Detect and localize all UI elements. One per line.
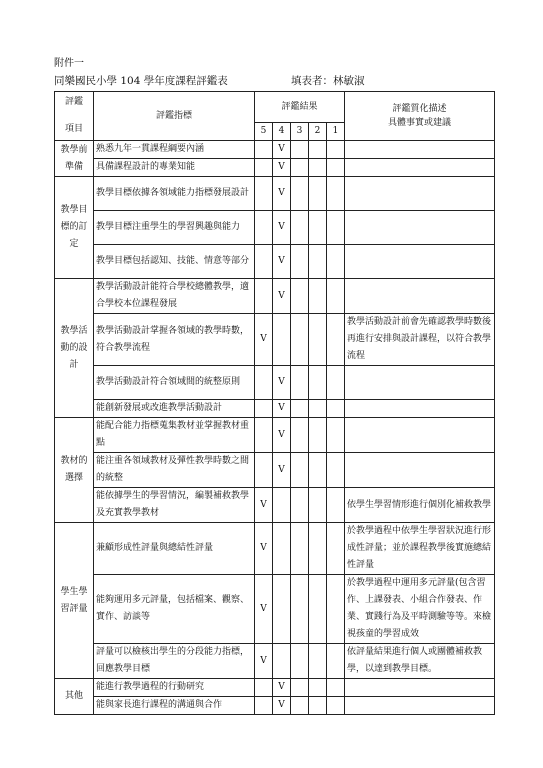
description-cell <box>345 211 495 245</box>
score-cell-4 <box>273 314 291 366</box>
indicator-cell: 教學目標依據各領域能力指標發展設計 <box>94 177 255 211</box>
score-cell-2 <box>309 644 327 679</box>
score-cell-5 <box>255 159 273 177</box>
description-cell <box>345 245 495 279</box>
category-cell: 教學前準備 <box>55 141 94 177</box>
table-row <box>55 575 495 644</box>
score-cell-3 <box>291 245 309 279</box>
score-cell-5 <box>255 141 273 159</box>
indicator-cell: 能夠運用多元評量，包括檔案、觀察、實作、訪談等 <box>94 575 255 644</box>
description-cell <box>345 141 495 159</box>
description-cell: 於教學過程中依學生學習狀況進行形成性評量；並於課程教學後實施總結性評量 <box>345 523 495 575</box>
score-cell-3 <box>291 141 309 159</box>
score-cell-2 <box>309 279 327 314</box>
score-cell-3 <box>291 575 309 644</box>
indicator-cell: 具備課程設計的專業知能 <box>94 159 255 177</box>
score-header-4: 4 <box>273 123 291 141</box>
indicator-cell: 熟悉九年一貫課程綱要內涵 <box>94 141 255 159</box>
category-cell: 其他 <box>55 679 94 715</box>
table-row <box>55 279 495 314</box>
score-cell-4: V <box>273 245 291 279</box>
score-cell-2 <box>309 141 327 159</box>
score-cell-3 <box>291 418 309 453</box>
header-row-1 <box>55 92 495 123</box>
description-cell <box>345 418 495 453</box>
score-cell-5: V <box>255 575 273 644</box>
score-cell-1 <box>327 418 345 453</box>
description-cell <box>345 177 495 211</box>
score-cell-4: V <box>273 366 291 400</box>
header-description <box>345 92 495 141</box>
score-cell-3 <box>291 279 309 314</box>
evaluation-table <box>54 91 495 715</box>
description-cell <box>345 279 495 314</box>
table-body <box>55 92 495 715</box>
score-cell-5: V <box>255 523 273 575</box>
category-cell: 學生學習評量 <box>55 523 94 679</box>
score-cell-2 <box>309 523 327 575</box>
score-cell-2 <box>309 159 327 177</box>
description-cell: 依學生學習情形進行個別化補救教學 <box>345 488 495 523</box>
score-cell-2 <box>309 697 327 715</box>
score-cell-2 <box>309 177 327 211</box>
score-cell-3 <box>291 523 309 575</box>
indicator-cell: 評量可以檢核出學生的分段能力指標，回應教學目標 <box>94 644 255 679</box>
score-cell-3 <box>291 488 309 523</box>
score-cell-1 <box>327 488 345 523</box>
score-cell-3 <box>291 453 309 488</box>
score-cell-3 <box>291 644 309 679</box>
table-row <box>55 453 495 488</box>
score-cell-1 <box>327 211 345 245</box>
header-indicator: 評鑑指標 <box>94 92 255 141</box>
table-row <box>55 418 495 453</box>
score-cell-1 <box>327 279 345 314</box>
score-cell-2 <box>309 488 327 523</box>
score-cell-5 <box>255 418 273 453</box>
score-cell-2 <box>309 679 327 697</box>
table-row <box>55 141 495 159</box>
table-row <box>55 488 495 523</box>
table-row <box>55 211 495 245</box>
score-cell-5: V <box>255 314 273 366</box>
annex-label: 附件一 <box>54 58 84 69</box>
score-cell-5: V <box>255 488 273 523</box>
description-cell <box>345 679 495 697</box>
header-description-line1: 評鑑質化描述 <box>392 104 447 114</box>
indicator-cell: 教學目標注重學生的學習興趣與能力 <box>94 211 255 245</box>
indicator-cell: 教學活動設計掌握各領域的教學時數，符合教學流程 <box>94 314 255 366</box>
description-cell <box>345 453 495 488</box>
score-cell-4: V <box>273 418 291 453</box>
description-cell <box>345 697 495 715</box>
category-cell: 教學活動的設計 <box>55 279 94 418</box>
score-cell-4: V <box>273 211 291 245</box>
score-cell-2 <box>309 453 327 488</box>
score-cell-5 <box>255 366 273 400</box>
score-cell-4: V <box>273 279 291 314</box>
form-title: 同樂國民小學 104 學年度課程評鑑表 <box>54 75 228 87</box>
category-cell: 教材的選擇 <box>55 418 94 523</box>
score-cell-4: V <box>273 400 291 418</box>
score-cell-1 <box>327 575 345 644</box>
indicator-cell: 能與家長進行課程的溝通與合作 <box>94 697 255 715</box>
indicator-cell: 教學目標包括認知、技能、情意等部分 <box>94 245 255 279</box>
score-cell-1 <box>327 314 345 366</box>
score-cell-4 <box>273 575 291 644</box>
description-cell: 依評量結果進行個人或團體補救教學，以達到教學目標。 <box>345 644 495 679</box>
score-header-1: 1 <box>327 123 345 141</box>
score-cell-5 <box>255 453 273 488</box>
score-cell-3 <box>291 177 309 211</box>
indicator-cell: 能配合能力指標蒐集教材並掌握教材重點 <box>94 418 255 453</box>
table-row <box>55 400 495 418</box>
score-cell-4: V <box>273 159 291 177</box>
score-cell-1 <box>327 159 345 177</box>
score-header-5: 5 <box>255 123 273 141</box>
score-cell-1 <box>327 366 345 400</box>
score-cell-4: V <box>273 141 291 159</box>
score-cell-1 <box>327 400 345 418</box>
score-cell-2 <box>309 366 327 400</box>
score-cell-2 <box>309 245 327 279</box>
description-cell <box>345 400 495 418</box>
table-row <box>55 314 495 366</box>
score-cell-3 <box>291 697 309 715</box>
table-row <box>55 697 495 715</box>
form-title-line <box>54 73 494 88</box>
score-cell-3 <box>291 679 309 697</box>
score-cell-4: V <box>273 679 291 697</box>
filler-name: 填表者：林敏淑 <box>291 75 365 87</box>
table-row <box>55 159 495 177</box>
indicator-cell: 教學活動設計能符合學校總體教學，適合學校本位課程發展 <box>94 279 255 314</box>
score-cell-5 <box>255 245 273 279</box>
score-cell-2 <box>309 418 327 453</box>
table-row <box>55 366 495 400</box>
score-cell-2 <box>309 575 327 644</box>
description-cell <box>345 366 495 400</box>
score-cell-1 <box>327 141 345 159</box>
score-cell-3 <box>291 211 309 245</box>
header-category-bottom: 項目 <box>64 124 83 134</box>
indicator-cell: 能進行教學過程的行動研究 <box>94 679 255 697</box>
header-category-top: 評鑑 <box>64 97 83 107</box>
score-cell-1 <box>327 245 345 279</box>
table-row <box>55 245 495 279</box>
description-cell <box>345 159 495 177</box>
score-cell-5 <box>255 211 273 245</box>
score-cell-4 <box>273 523 291 575</box>
score-cell-4: V <box>273 453 291 488</box>
header-result: 評鑑結果 <box>255 92 345 123</box>
score-cell-5: V <box>255 644 273 679</box>
indicator-cell: 兼顧形成性評量與總結性評量 <box>94 523 255 575</box>
score-cell-1 <box>327 644 345 679</box>
score-cell-3 <box>291 400 309 418</box>
score-cell-4: V <box>273 177 291 211</box>
table-row <box>55 523 495 575</box>
score-cell-1 <box>327 177 345 211</box>
indicator-cell: 教學活動設計符合領域間的統整原則 <box>94 366 255 400</box>
score-header-3: 3 <box>291 123 309 141</box>
score-cell-4 <box>273 488 291 523</box>
indicator-cell: 能注重各領域教材及彈性教學時數之間的統整 <box>94 453 255 488</box>
score-cell-5 <box>255 279 273 314</box>
table-row <box>55 679 495 697</box>
score-cell-2 <box>309 211 327 245</box>
score-cell-2 <box>309 400 327 418</box>
score-cell-4: V <box>273 697 291 715</box>
table-row <box>55 177 495 211</box>
header-category <box>55 92 94 141</box>
score-cell-4 <box>273 644 291 679</box>
indicator-cell: 能創新發展或改進教學活動設計 <box>94 400 255 418</box>
table-row <box>55 644 495 679</box>
score-cell-1 <box>327 523 345 575</box>
score-cell-1 <box>327 453 345 488</box>
score-cell-5 <box>255 177 273 211</box>
score-cell-5 <box>255 400 273 418</box>
score-cell-3 <box>291 314 309 366</box>
score-header-2: 2 <box>309 123 327 141</box>
score-cell-5 <box>255 679 273 697</box>
category-cell: 教學目標的訂定 <box>55 177 94 279</box>
score-cell-2 <box>309 314 327 366</box>
indicator-cell: 能依據學生的學習情況，編製補救教學及充實教學教材 <box>94 488 255 523</box>
header-description-line2: 具體事實或建議 <box>387 118 451 128</box>
description-cell: 教學活動設計前會先確認教學時數後再進行安排與設計課程，以符合教學流程 <box>345 314 495 366</box>
score-cell-5 <box>255 697 273 715</box>
score-cell-1 <box>327 697 345 715</box>
score-cell-3 <box>291 159 309 177</box>
score-cell-3 <box>291 366 309 400</box>
score-cell-1 <box>327 679 345 697</box>
description-cell: 於教學過程中運用多元評量(包含習作、上課發表、小組合作發表、作業、實踐行為及平時測驗等等。來檢視孩童的學習成效 <box>345 575 495 644</box>
